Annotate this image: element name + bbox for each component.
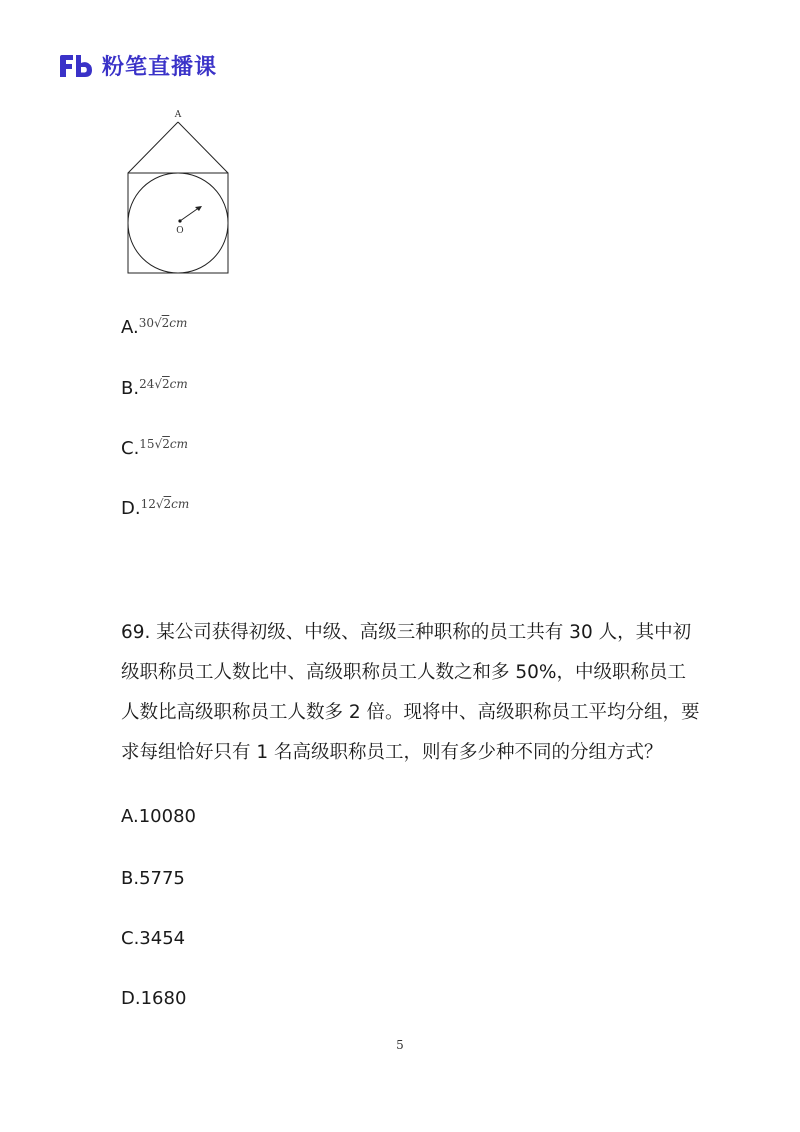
geometry-figure	[118, 104, 248, 284]
fb-logo-icon	[58, 53, 94, 79]
q69-option-a[interactable]: A.10080	[121, 806, 196, 827]
page-number: 5	[396, 1038, 404, 1052]
q69-option-d[interactable]: D.1680	[121, 988, 187, 1009]
q68-option-c[interactable]: C.$^{15√2cm}$	[121, 437, 188, 459]
q69-option-b[interactable]: B.5775	[121, 868, 185, 889]
q68-option-a[interactable]: A.$^{30√2cm}$	[121, 316, 188, 338]
radius-arrow-line	[180, 207, 200, 221]
question-69-text: 69. 某公司获得初级、中级、高级三种职称的员工共有 30 人，其中初级职称员工人数比中、高级职称员工人数之和多 50%，中级职称员工人数比高级职称员工人数多 2 倍。现将中、高级职称员工平均分组，要求每组恰好只有 1 名高级职称员工，则有多少种不同的分组方式？	[121, 622, 700, 763]
option-a-math: 30√2cm	[138, 316, 188, 330]
brand-logo	[58, 50, 217, 81]
q68-option-b[interactable]: B.$^{24√2cm}$	[121, 377, 188, 399]
inscribed-circle	[128, 173, 228, 273]
option-c-math: 15√2cm	[139, 437, 188, 451]
center-o-label: O	[176, 226, 184, 236]
vertex-a-label: A	[174, 110, 182, 120]
q68-option-d[interactable]: D.$^{12√2cm}$	[121, 497, 190, 519]
roof-left-line	[128, 122, 178, 173]
q69-option-c[interactable]: C.3454	[121, 928, 186, 949]
brand-name: 粉笔直播课	[102, 55, 218, 80]
roof-right-line	[178, 122, 228, 173]
option-b-math: 24√2cm	[139, 377, 188, 391]
square-shape	[128, 173, 228, 273]
option-d-math: 12√2cm	[140, 497, 190, 511]
